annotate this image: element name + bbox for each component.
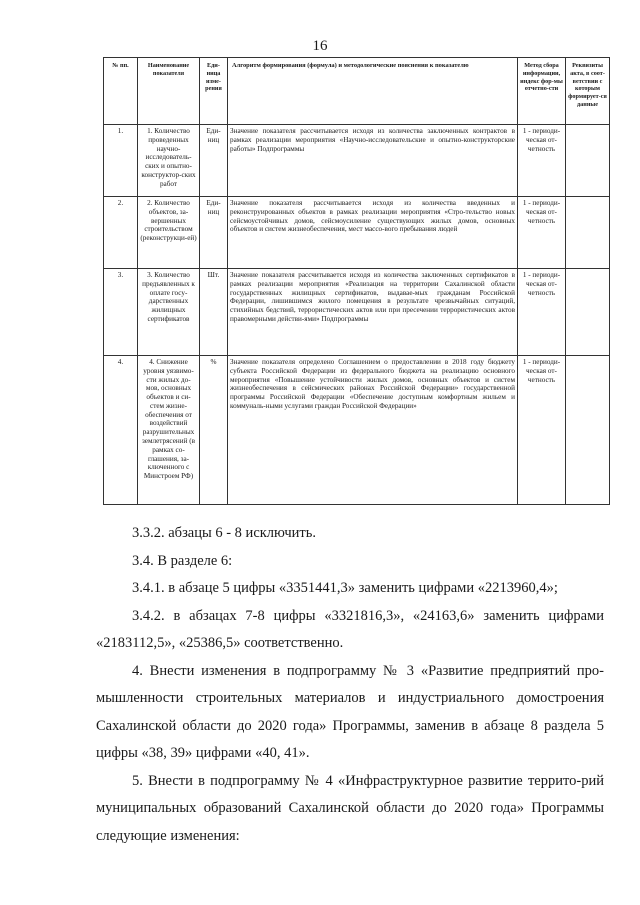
paragraph-3-4-1: 3.4.1. в абзаце 5 цифры «3351441,3» заменить цифрами «2213960,4»; [132,580,558,596]
act-requisites [566,125,610,197]
indicator-unit: Еди-ниц [200,125,228,197]
indicator-name: 2. Количество объектов, за-вершенных строительством (реконструкци-ей) [138,197,200,269]
header-unit: Еди-ница изме-рения [200,58,228,125]
indicator-name: 1. Количество проведенных научно-исследователь-ских и опытно-конструктор-ских работ [138,125,200,197]
paragraph-5: 5. Внести в подпрограмму № 4 «Инфраструктурное развитие террито-рий муниципальных образований Сахалинской области до 2020 года» Программы следующие изменения: [96,772,604,844]
header-collection-method: Метод сбора информации, индекс фор-мы отчетно-сти [518,58,566,125]
table-row [104,197,610,269]
header-algorithm: Алгоритм формирования (формула) и методологические пояснения к показателю [228,58,518,125]
indicator-algorithm: Значение показателя рассчитывается исходя из количества введенных и реконструированных объектов в рамках реализации мероприятия «Стро-тельство новых сейсмоустойчивых домов, сейсмоусиление существующих жилых домов, основных объектов и систем жизнеобеспечения, мест массо-вого пребывания людей [228,197,518,269]
row-number: 2. [104,197,138,269]
table-row [104,356,610,505]
indicator-unit: Шт. [200,269,228,356]
indicator-unit: % [200,356,228,505]
row-number: 3. [104,269,138,356]
table-header-row [104,58,610,125]
row-number: 4. [104,356,138,505]
indicator-name: 4. Снижение уровня уязвимо-сти жилых до-мов, основных объектов и си-стем жизне-обеспечения от воздействий разрушительных землетрясений (в рамках со-глашения, за-ключенного с Минстроем РФ) [138,356,200,505]
indicators-table [103,57,610,505]
indicator-algorithm: Значение показателя рассчитывается исходя из количества заключенных сертификатов в рамках реализации мероприятия «Реализация на территории Сахалинской области государственных жилищных сертификатов, выдавае-мых гражданам Российской Федерации, лишившимся жилого помещения в результате чрезвычайных ситуаций, стихийных бедствий, террористических актов или при пресечении террористических актов правомерными действи-ями» Подпрограммы [228,269,518,356]
paragraph-3-4: 3.4. В разделе 6: [132,552,233,569]
indicator-name: 3. Количество предъявленных к оплате госу-дарственных жилищных сертификатов [138,269,200,356]
indicator-algorithm: Значение показателя рассчитывается исходя из количества заключенных контрактов в рамках реализации мероприятия «Научно-исследовательские и опытно-конструкторские работы» Подпрограммы [228,125,518,197]
indicator-unit: Еди-ниц [200,197,228,269]
table-row [104,269,610,356]
collection-method: 1 - периоди-ческая от-четность [518,125,566,197]
act-requisites [566,197,610,269]
row-number: 1. [104,125,138,197]
act-requisites [566,269,610,356]
header-number: № пп. [104,58,138,125]
collection-method: 1 - периоди-ческая от-четность [518,269,566,356]
indicator-algorithm: Значение показателя определено Соглашением о предоставлении в 2018 году бюджету субъекта Российской Федерации из федерального бюджета на реализацию основного мероприятия «Повышение устойчивости жилых домов, основных объектов и систем жизнеобеспечения в сейсмических районах Российской Федерации» государственной программы Российской Федерации «Обеспечение доступным комфортным жильем и коммуналь-ными услугами граждан Российской Федерации» [228,356,518,505]
table-row [104,125,610,197]
paragraph-3-3-2: 3.3.2. абзацы 6 - 8 исключить. [132,525,316,541]
header-act-requisites: Реквизиты акта, в соот-ветствии с которым формирует-ся данные [566,58,610,125]
header-indicator-name: Наименование показателя [138,58,200,125]
paragraph-3-4-2: 3.4.2. в абзацах 7-8 цифры «3321816,3», «24163,6» заменить цифрами «2183112,5», «25386,5» соответственно. [96,607,604,651]
page-number: 16 [312,38,328,54]
paragraph-4: 4. Внести изменения в подпрограмму № 3 «Развитие предприятий про-мышленности строительных материалов и индустриального домостроения Сахалинской области до 2020 года» Программы, заменив в абзаце 8 раздела 5 цифры «38, 39» цифрами «40, 41». [96,662,604,761]
amendment-text [96,520,604,850]
collection-method: 1 - периоди-ческая от-четность [518,197,566,269]
act-requisites [566,356,610,505]
collection-method: 1 - периоди-ческая от-четность [518,356,566,505]
